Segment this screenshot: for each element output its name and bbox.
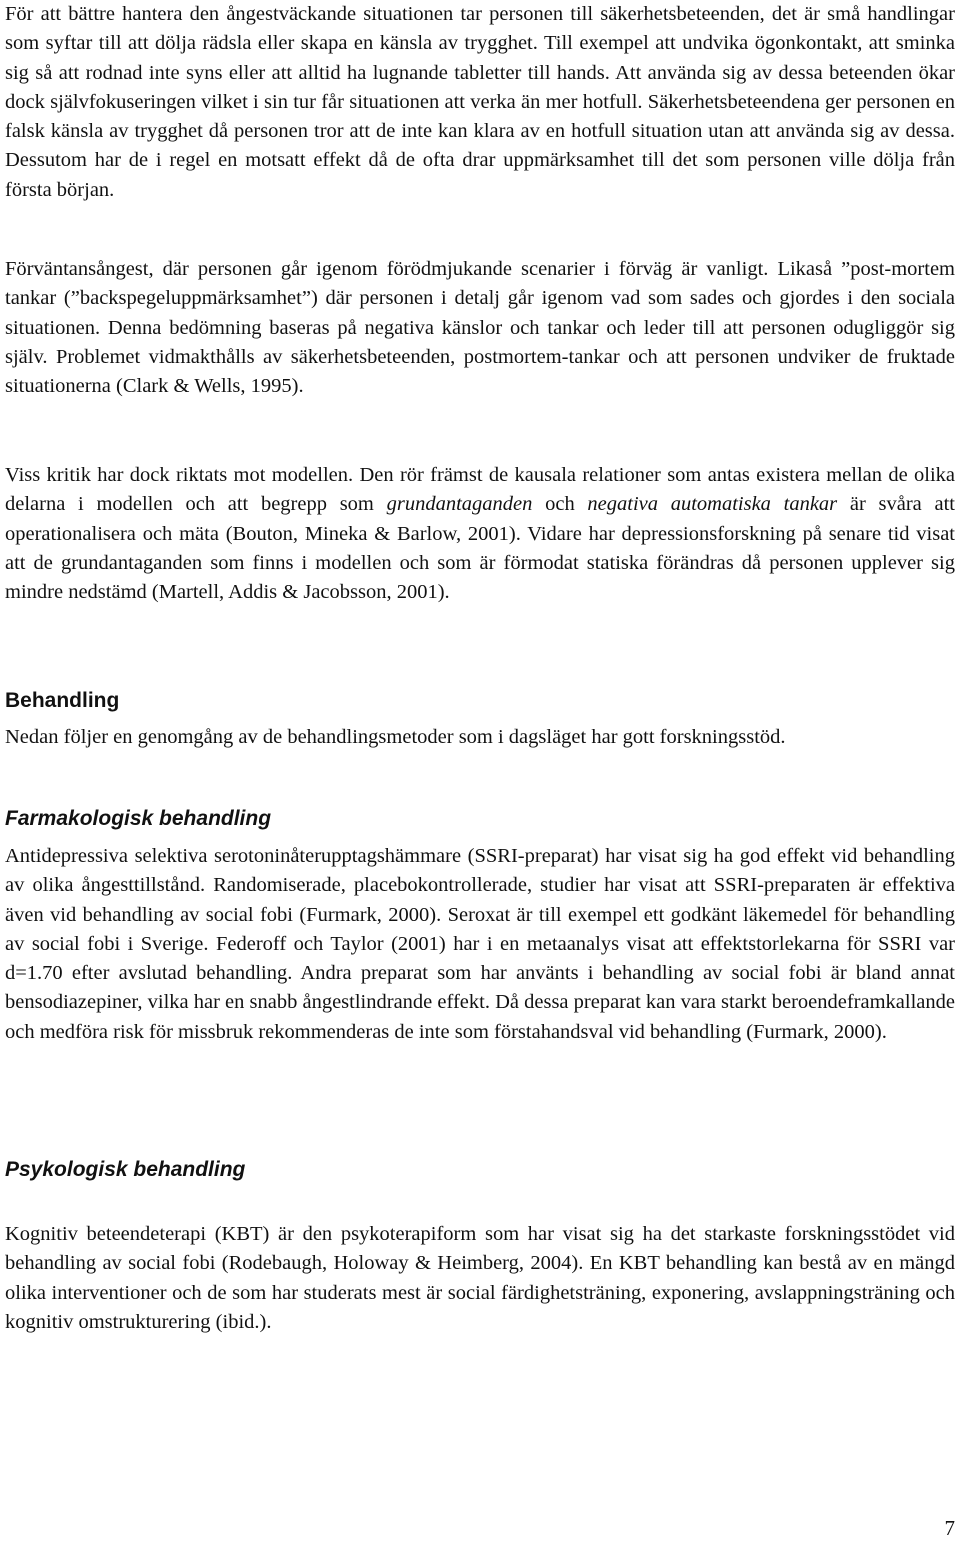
critique-text-3: är svåra att operationalisera och mäta (Bouton, Mineka & Barlow, 2001). Vidare har depressionsforskning på senare tid visat att de grundantaganden som finns i modellen och som är förmodat statiska förändras då personen upplever sig mindre nedstämd (Martell, Addis & Jacobsson, 2001). — [5, 493, 955, 604]
paragraph-psychological: Kognitiv beteendeterapi (KBT) är den psykoterapiform som har visat sig ha det starkaste forskningsstödet vid behandling av social fobi (Rodebaugh, Holoway & Heimberg, 2004). En KBT behandling kan bestå av en mängd olika interventioner och de som har studerats mest är social färdighetsträning, exponering, avslappningsträning och kognitiv omstrukturering (ibid.). — [5, 1223, 955, 1333]
paragraph-pharmacological: Antidepressiva selektiva serotoninåterupptagshämmare (SSRI-preparat) har visat sig ha god effekt vid behandling av olika ångesttillstånd. Randomiserade, placebokontrollerade, studier har visat att SSRI-preparaten är effektiva även vid behandling av social fobi (Furmark, 2000). Seroxat är till exempel ett godkänt läkemedel för behandling av social fobi i Sverige. Federoff och Taylor (2001) har i en metaanalys visat att effektstorlekarna för SSRI var d=1.70 efter avslutad behandling. Andra preparat som har använts i behandling av social fobi är bland annat bensodiazepiner, vilka har en snabb ångestlindrande effekt. Då dessa preparat kan vara starkt beroendeframkallande och medföra risk för missbruk rekommenderas de inte som förstahandsval vid behandling (Furmark, 2000). — [5, 845, 955, 1043]
paragraph-treatment-intro: Nedan följer en genomgång av de behandlingsmetoder som i dagsläget har gott forskningsstöd. — [5, 726, 786, 748]
heading-behandling: Behandling — [5, 689, 120, 712]
term-negativa-automatiska-tankar: negativa automatiska tankar — [587, 493, 838, 516]
paragraph-safety-behaviours: För att bättre hantera den ångestväckande situationen tar personen till säkerhetsbeteenden, det är små handlingar som syftar till att dölja rädsla eller skapa en känsla av trygghet. Till exempel att undvika ögonkontakt, att sminka sig så att rodnad inte syns eller att alltid ha lugnande tabletter till hands. Att använda sig av dessa beteenden ökar dock självfokuseringen vilket i sin tur får situationen att verka än mer hotfull. Säkerhetsbeteendena ger personen en falsk känsla av trygghet då personen tror att de inte kan klara av en hotfull situation utan att använda sig av dessa. Dessutom har de i regel en motsatt effekt då de ofta drar uppmärksamhet till det som personen ville dölja från första början. — [5, 3, 955, 201]
page-number: 7 — [944, 1516, 955, 1540]
paragraph-model-critique — [5, 461, 955, 607]
paragraph-anticipatory-anxiety: Förväntansångest, där personen går igenom förödmjukande scenarier i förväg är vanligt. Likaså ”post-mortem tankar (”backspegeluppmärksamhet”) där personen i detalj går igenom vad som sades och gjordes i den sociala situationen. Denna bedömning baseras på negativa känslor och tankar och leder till att personen odugliggör sig själv. Problemet vidmakthålls av säkerhetsbeteenden, postmortem-tankar och att personen undviker de fruktade situationerna (Clark & Wells, 1995). — [5, 258, 955, 398]
critique-text-2: och — [532, 493, 588, 516]
heading-psykologisk: Psykologisk behandling — [5, 1158, 246, 1181]
critique-text-1: Viss kritik har dock riktats mot modellen. Den rör främst de kausala relationer som antas existera mellan de olika delarna i modellen och att begrepp som — [5, 464, 955, 516]
heading-farmakologisk: Farmakologisk behandling — [5, 807, 272, 830]
term-grundantaganden: grundantaganden — [386, 493, 533, 516]
